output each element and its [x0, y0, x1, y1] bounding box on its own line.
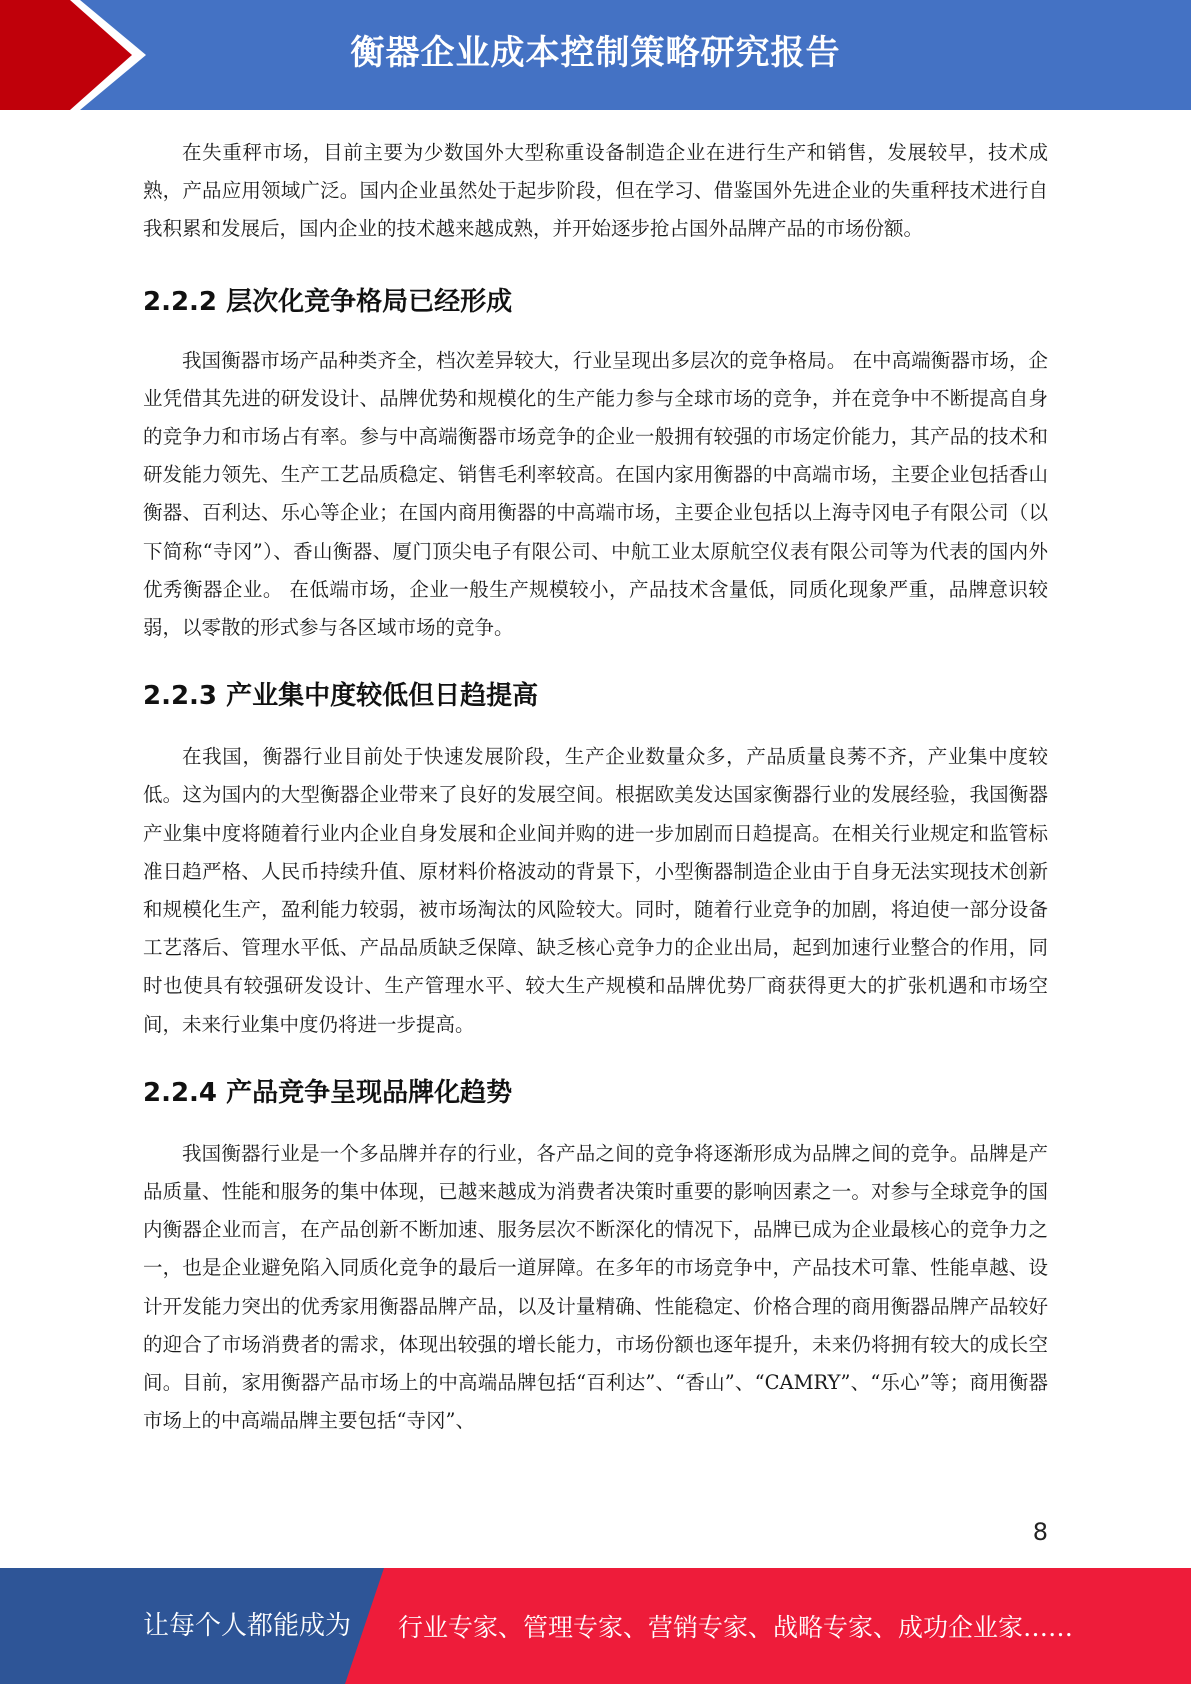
footer-slogan-right: 行业专家、管理专家、营销专家、战略专家、成功企业家…… — [398, 1613, 1074, 1642]
footer-slogan-left: 让每个人都能成为 — [143, 1611, 352, 1641]
section-heading-2-2-4: 2.2.4 产品竞争呈现品牌化趋势 — [143, 1077, 513, 1108]
section-heading-2-2-2: 2.2.2 层次化竞争格局已经形成 — [143, 286, 513, 317]
header-band — [0, 0, 1191, 110]
intro-paragraph: 在失重秤市场，目前主要为少数国外大型称重设备制造企业在进行生产和销售，发展较早，技术成熟，产品应用领域广泛。国内企业虽然处于起步阶段，但在学习、借鉴国外先进企业的失重秤技术进行自我积累和发展后，国内企业的技术越来越成熟，并开始逐步抢占国外品牌产品的市场份额。 — [143, 141, 1048, 241]
section-paragraph-2-2-4: 我国衡器行业是一个多品牌并存的行业，各产品之间的竞争将逐渐形成为品牌之间的竞争。品牌是产品质量、性能和服务的集中体现，已越来越成为消费者决策时重要的影响因素之一。对参与全球竞争的国内衡器企业而言，在产品创新不断加速、服务层次不断深化的情况下，品牌已成为企业最核心的竞争力之一，也是企业避免陷入同质化竞争的最后一道屏障。在多年的市场竞争中，产品技术可靠、性能卓越、设计开发能力突出的优秀家用衡器品牌产品，以及计量精确、性能稳定、价格合理的商用衡器品牌产品较好的迎合了市场消费者的需求，体现出较强的增长能力，市场份额也逐年提升，未来仍将拥有较大的成长空间。目前，家用衡器产品市场上的中高端品牌包括“百利达”、“香山”、“CAMRY”、“乐心”等；商用衡器市场上的中高端品牌主要包括“寺冈”、 — [143, 1141, 1048, 1433]
page-content — [143, 134, 1048, 1440]
section-paragraph-2-2-3: 在我国，衡器行业目前处于快速发展阶段，生产企业数量众多，产品质量良莠不齐，产业集中度较低。这为国内的大型衡器企业带来了良好的发展空间。根据欧美发达国家衡器行业的发展经验，我国衡器产业集中度将随着行业内企业自身发展和企业间并购的进一步加剧而日趋提高。在相关行业规定和监管标准日趋严格、人民币持续升值、原材料价格波动的背景下，小型衡器制造企业由于自身无法实现技术创新和规模化生产，盈利能力较弱，被市场淘汰的风险较大。同时，随着行业竞争的加剧，将迫使一部分设备工艺落后、管理水平低、产品品质缺乏保障、缺乏核心竞争力的企业出局，起到加速行业整合的作用，同时也使具有较强研发设计、生产管理水平、较大生产规模和品牌优势厂商获得更大的扩张机遇和市场空间，未来行业集中度仍将进一步提高。 — [143, 745, 1048, 1036]
document-title: 衡器企业成本控制策略研究报告 — [350, 33, 841, 73]
section-paragraph-2-2-2: 我国衡器市场产品种类齐全，档次差异较大，行业呈现出多层次的竞争格局。 在中高端衡器市场，企业凭借其先进的研发设计、品牌优势和规模化的生产能力参与全球市场的竞争，并在竞争中不断提高自身的竞争力和市场占有率。参与中高端衡器市场竞争的企业一般拥有较强的市场定价能力，其产品的技术和研发能力领先、生产工艺品质稳定、销售毛利率较高。在国内家用衡器的中高端市场，主要企业包括香山衡器、百利达、乐心等企业；在国内商用衡器的中高端市场，主要企业包括以上海寺冈电子有限公司（以下简称“寺冈”）、香山衡器、厦门顶尖电子有限公司、中航工业太原航空仪表有限公司等为代表的国内外优秀衡器企业。 在低端市场，企业一般生产规模较小，产品技术含量低，同质化现象严重，品牌意识较弱，以零散的形式参与各区域市场的竞争。 — [143, 348, 1048, 640]
page-number: 8 — [1032, 1518, 1048, 1546]
section-heading-2-2-3: 2.2.3 产业集中度较低但日趋提高 — [143, 681, 539, 712]
footer-band — [0, 1568, 1191, 1684]
